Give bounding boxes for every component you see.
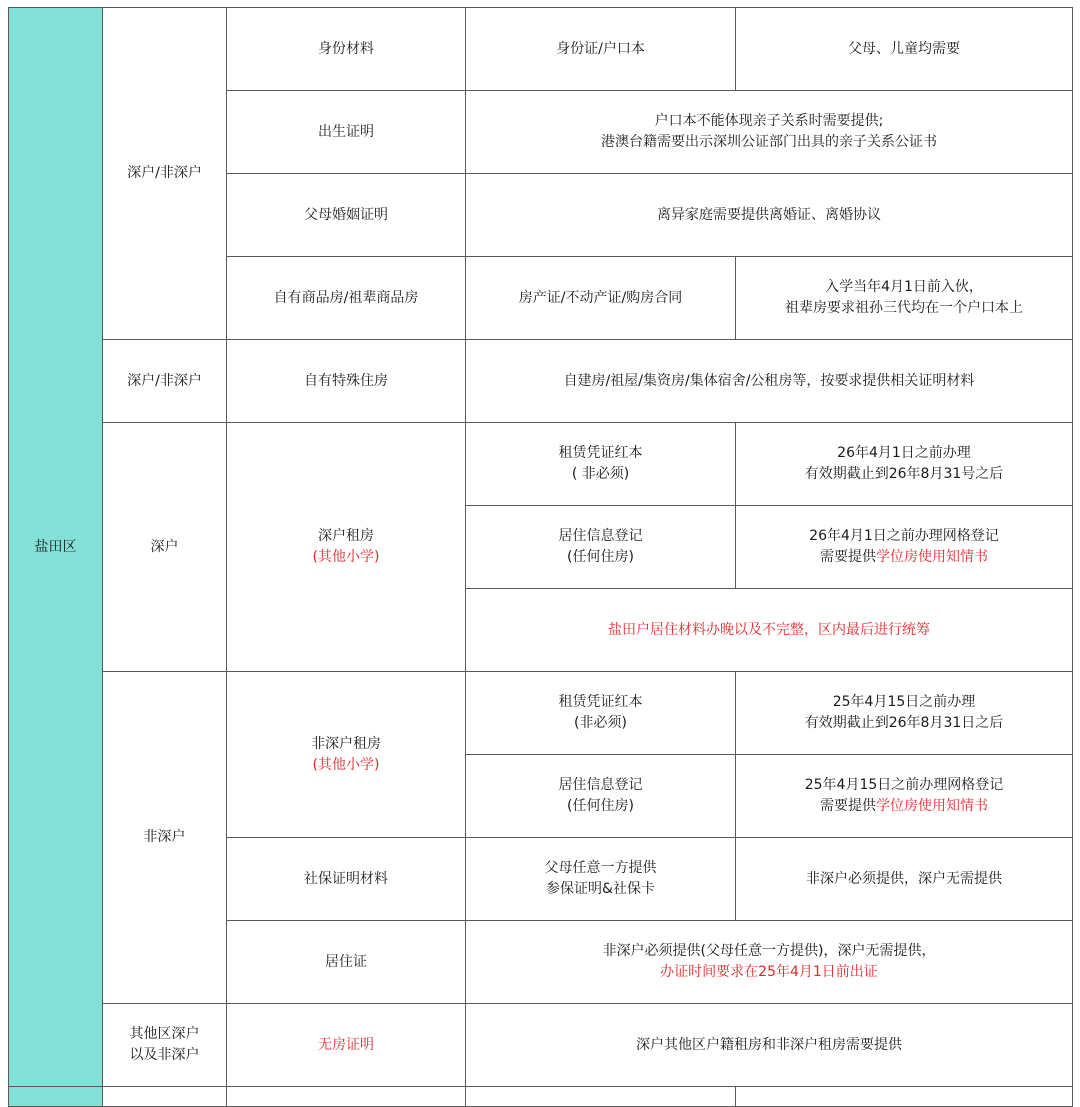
table-row: [9, 340, 1073, 423]
doc-line: (任何住房): [567, 798, 634, 814]
group-cell: 深户/非深户: [103, 8, 227, 340]
note-highlight: 学位房使用知情书: [876, 549, 988, 565]
group-line: 以及非深户: [129, 1047, 200, 1063]
table-row: [9, 672, 1073, 755]
note-cell: 离异家庭需要提供离婚证、离婚协议: [466, 174, 1073, 257]
item-cell: 无房证明: [227, 1004, 466, 1087]
table-row: [9, 1004, 1073, 1087]
note-cell: [736, 506, 1073, 589]
item-label: 非深户租房: [311, 735, 381, 752]
note-line: 祖辈房要求祖孙三代均在一个户口本上: [785, 300, 1023, 316]
district-cell: 盐田区: [9, 8, 103, 1087]
doc-line: 居住信息登记: [558, 777, 643, 793]
group-cell: 非深户: [103, 672, 227, 1004]
note-line: 有效期截止到26年8月31日之后: [804, 715, 1004, 731]
district-cell-continued: [9, 1087, 103, 1107]
doc-cell: [466, 672, 736, 755]
note-line: 26年4月1日之前办理网格登记: [809, 528, 999, 544]
table-row-partial: [9, 1087, 1073, 1107]
item-cell: 居住证: [227, 921, 466, 1004]
item-cell: 父母婚姻证明: [227, 174, 466, 257]
note-line: 非深户必须提供(父母任意一方提供)，深户无需提供，: [602, 943, 936, 959]
item-cell: 出生证明: [227, 91, 466, 174]
note-line: 25年4月15日之前办理: [832, 694, 976, 710]
note-cell: 父母、儿童均需要: [736, 8, 1073, 91]
group-cell: 深户: [103, 423, 227, 672]
doc-cell: [466, 838, 736, 921]
note-line: 25年4月15日之前办理网格登记: [804, 777, 1004, 793]
doc-cell: [466, 755, 736, 838]
warning-cell: 盐田户居住材料办晚以及不完整，区内最后进行统筹: [466, 589, 1073, 672]
doc-line: 租赁凭证红本: [558, 445, 643, 461]
doc-cell: [466, 506, 736, 589]
note-cell: 深户其他区户籍租房和非深户租房需要提供: [466, 1004, 1073, 1087]
item-cell: 自有特殊住房: [227, 340, 466, 423]
enrollment-materials-table: [8, 7, 1073, 1107]
item-cell: [227, 672, 466, 838]
note-line: 26年4月1日之前办理: [837, 445, 971, 461]
note-line: 有效期截止到26年8月31号之后: [804, 466, 1004, 482]
note-cell: 自建房/祖屋/集资房/集体宿舍/公租房等，按要求提供相关证明材料: [466, 340, 1073, 423]
doc-line: (任何住房): [567, 549, 634, 565]
item-cell: 身份材料: [227, 8, 466, 91]
doc-line: 参保证明&社保卡: [546, 881, 655, 897]
empty-cell: [103, 1087, 227, 1107]
doc-line: (非必须): [574, 715, 627, 731]
doc-line: ( 非必须): [571, 466, 630, 482]
doc-cell: 房产证/不动产证/购房合同: [466, 257, 736, 340]
empty-cell: [736, 1087, 1073, 1107]
group-cell: 深户/非深户: [103, 340, 227, 423]
note-line: 港澳台籍需要出示深圳公证部门出具的亲子关系公证书: [601, 134, 937, 150]
group-cell: [103, 1004, 227, 1087]
table-row: [9, 423, 1073, 506]
note-cell: [736, 257, 1073, 340]
doc-line: 父母任意一方提供: [544, 860, 657, 876]
item-cell: 自有商品房/祖辈商品房: [227, 257, 466, 340]
empty-cell: [227, 1087, 466, 1107]
empty-cell: [466, 1087, 736, 1107]
item-sublabel: (其他小学): [312, 549, 380, 565]
item-label: 深户租房: [318, 528, 374, 544]
doc-line: 租赁凭证红本: [558, 694, 643, 710]
note-line: 入学当年4月1日前入伙，: [825, 279, 983, 295]
item-sublabel: (其他小学): [312, 756, 380, 773]
group-line: 其他区深户: [129, 1026, 200, 1042]
item-cell: 社保证明材料: [227, 838, 466, 921]
note-prefix: 需要提供: [820, 549, 876, 565]
note-cell: [466, 921, 1073, 1004]
note-line: 户口本不能体现亲子关系时需要提供;: [654, 113, 884, 129]
note-cell: 非深户必须提供，深户无需提供: [736, 838, 1073, 921]
doc-cell: 身份证/户口本: [466, 8, 736, 91]
note-cell: [466, 91, 1073, 174]
table-row: [9, 8, 1073, 91]
doc-line: 居住信息登记: [558, 528, 643, 544]
doc-cell: [466, 423, 736, 506]
note-cell: [736, 755, 1073, 838]
note-line: [742, 796, 1066, 817]
note-highlight: 办证时间要求在25年4月1日前出证: [660, 964, 878, 980]
note-line: [742, 547, 1066, 568]
item-cell: [227, 423, 466, 672]
note-cell: [736, 672, 1073, 755]
note-prefix: 需要提供: [820, 798, 876, 814]
note-highlight: 学位房使用知情书: [876, 798, 988, 814]
note-cell: [736, 423, 1073, 506]
